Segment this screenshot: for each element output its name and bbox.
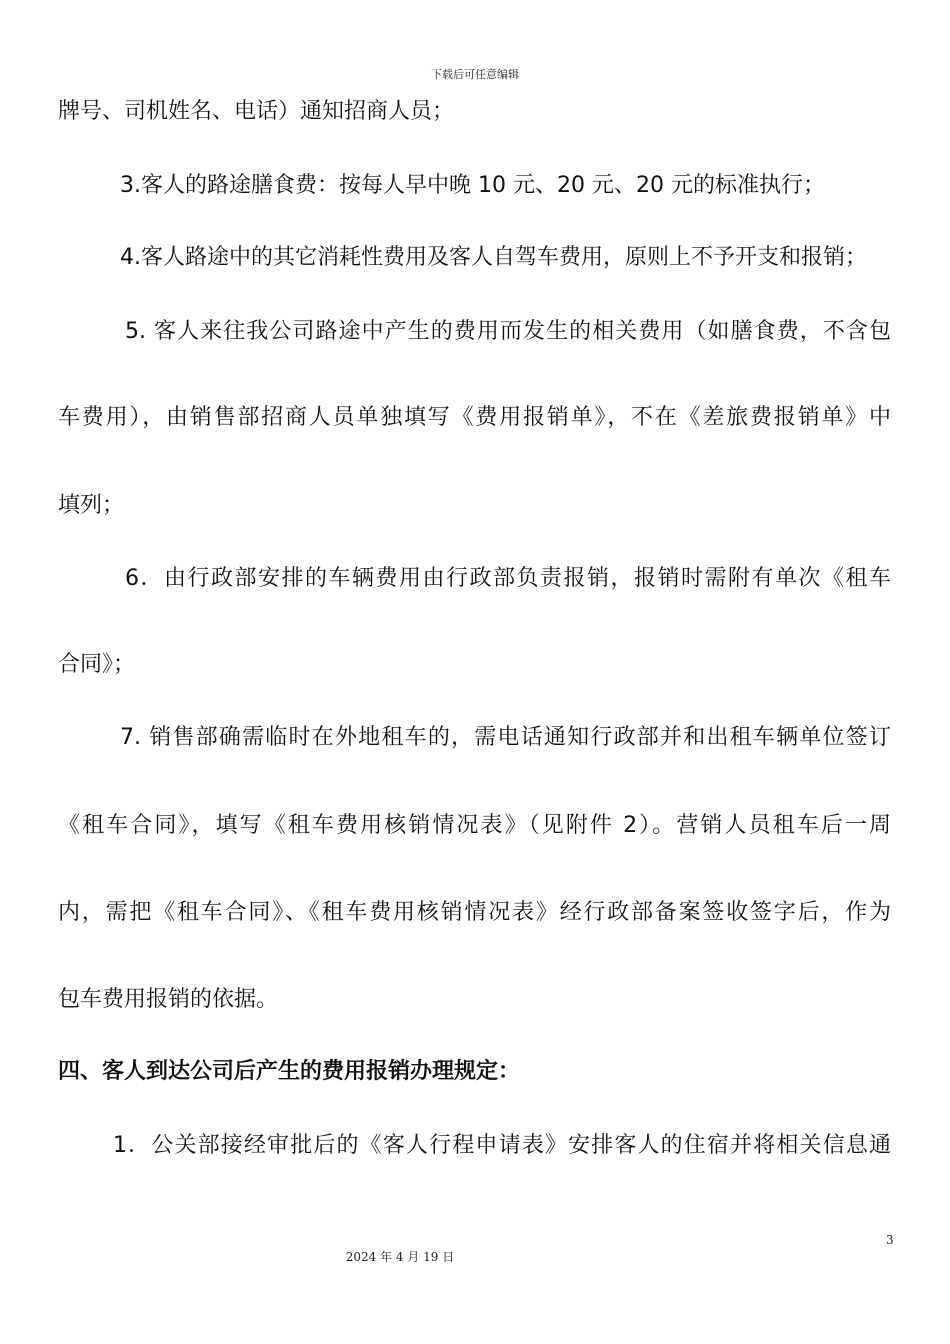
- body-line: 《租车合同》，填写《租车费用核销情况表》（见附件 2）。营销人员租车后一周: [58, 813, 891, 838]
- body-line: 合同》；: [58, 652, 136, 677]
- body-line: 7. 销售部确需临时在外地租车的，需电话通知行政部并和出租车辆单位签订: [120, 725, 891, 750]
- body-line: 牌号、司机姓名、电话）通知招商人员；: [58, 99, 455, 124]
- footer-date: 2024 年 4 月 19 日: [345, 1250, 455, 1264]
- body-line: 车费用），由销售部招商人员单独填写《费用报销单》，不在《差旅费报销单》中: [58, 405, 891, 430]
- body-line: 内，需把《租车合同》、《租车费用核销情况表》经行政部备案签收签字后，作为: [58, 900, 891, 925]
- body-line: 包车费用报销的依据。: [58, 987, 279, 1012]
- body-line: 4.客人路途中的其它消耗性费用及客人自驾车费用，原则上不予开支和报销；: [120, 245, 867, 270]
- body-line: 3.客人的路途膳食费：按每人早中晚 10 元、20 元、20 元的标准执行；: [120, 173, 825, 198]
- page-header: 下载后可任意编辑: [431, 68, 519, 81]
- body-line: 6．由行政部安排的车辆费用由行政部负责报销，报销时需附有单次《租车: [125, 566, 891, 591]
- body-line: 5. 客人来往我公司路途中产生的费用而发生的相关费用（如膳食费，不含包: [125, 319, 891, 344]
- page-number: 3: [886, 1233, 894, 1247]
- section-heading: 四、客人到达公司后产生的费用报销办理规定：: [58, 1059, 521, 1084]
- body-line: 填列；: [58, 493, 125, 518]
- body-line: 1．公关部接经审批后的《客人行程申请表》安排客人的住宿并将相关信息通: [113, 1133, 891, 1158]
